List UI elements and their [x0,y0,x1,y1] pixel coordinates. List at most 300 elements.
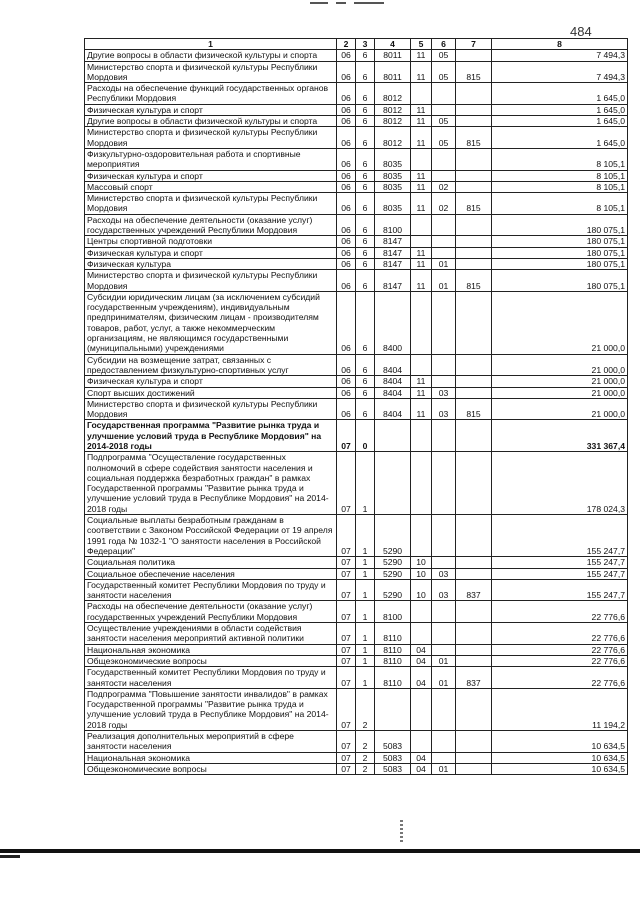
section-cell: 06 [337,50,356,61]
chapter-cell [411,236,432,247]
chapter-cell [411,214,432,236]
subchapter-cell: 01 [432,667,456,689]
table-row [85,193,628,215]
subchapter-cell: 01 [432,655,456,666]
page-bottom-border [0,849,640,853]
ministry-code-cell [456,644,492,655]
subchapter-cell [432,214,456,236]
subchapter-cell: 01 [432,763,456,774]
table-row [85,452,628,515]
target-item-cell: 8110 [375,644,411,655]
ministry-code-cell [456,247,492,258]
amount-cell: 21 000,0 [492,291,628,354]
section-cell: 07 [337,623,356,645]
table-row [85,752,628,763]
row-name-cell: Реализация дополнительных мероприятий в сфере занятости населения [85,731,337,753]
ministry-code-cell: 815 [456,270,492,292]
ministry-code-cell [456,655,492,666]
subchapter-cell [432,420,456,452]
subsection-cell: 2 [356,688,375,730]
section-cell: 07 [337,557,356,568]
target-item-cell: 8404 [375,354,411,376]
target-item-cell: 8100 [375,214,411,236]
chapter-cell: 11 [411,387,432,398]
target-item-cell: 8110 [375,623,411,645]
subchapter-cell: 03 [432,579,456,601]
chapter-cell [411,515,432,557]
table-row [85,420,628,452]
chapter-cell: 11 [411,127,432,149]
target-item-cell: 8011 [375,50,411,61]
page-number: 484 [570,24,592,39]
table-row [85,688,628,730]
target-item-cell: 5290 [375,515,411,557]
column-header: 6 [432,39,456,50]
subsection-cell: 6 [356,258,375,269]
table-header-row [85,39,628,50]
amount-cell: 10 634,5 [492,752,628,763]
section-cell: 06 [337,127,356,149]
row-name-cell: Субсидии на возмещение затрат, связанных с предоставлением физкультурно-спортивных услуг [85,354,337,376]
chapter-cell: 11 [411,181,432,192]
target-item-cell [375,452,411,515]
target-item-cell: 8147 [375,247,411,258]
chapter-cell [411,148,432,170]
chapter-cell: 11 [411,193,432,215]
target-item-cell: 5290 [375,579,411,601]
chapter-cell: 11 [411,116,432,127]
chapter-cell: 04 [411,644,432,655]
row-name-cell: Физическая культура и спорт [85,170,337,181]
ministry-code-cell [456,291,492,354]
amount-cell: 155 247,7 [492,557,628,568]
table-row [85,214,628,236]
amount-cell: 180 075,1 [492,236,628,247]
amount-cell: 21 000,0 [492,387,628,398]
table-row [85,579,628,601]
subchapter-cell: 02 [432,193,456,215]
chapter-cell: 04 [411,752,432,763]
chapter-cell: 04 [411,655,432,666]
subsection-cell: 6 [356,193,375,215]
table-row [85,61,628,83]
chapter-cell: 11 [411,376,432,387]
subsection-cell: 6 [356,214,375,236]
scan-fold-mark [400,820,403,842]
table-row [85,258,628,269]
target-item-cell: 8404 [375,387,411,398]
ministry-code-cell [456,731,492,753]
subsection-cell: 6 [356,104,375,115]
row-name-cell: Министерство спорта и физической культуры Республики Мордовия [85,270,337,292]
amount-cell: 1 645,0 [492,116,628,127]
subsection-cell: 6 [356,116,375,127]
amount-cell: 10 634,5 [492,731,628,753]
table-row [85,731,628,753]
amount-cell: 8 105,1 [492,170,628,181]
amount-cell: 1 645,0 [492,127,628,149]
table-row [85,270,628,292]
amount-cell: 331 367,4 [492,420,628,452]
section-cell: 07 [337,452,356,515]
section-cell: 06 [337,116,356,127]
subsection-cell: 2 [356,763,375,774]
subsection-cell: 1 [356,557,375,568]
chapter-cell [411,601,432,623]
section-cell: 06 [337,376,356,387]
target-item-cell: 5290 [375,557,411,568]
section-cell: 06 [337,291,356,354]
target-item-cell [375,688,411,730]
amount-cell: 8 105,1 [492,148,628,170]
section-cell: 06 [337,247,356,258]
subchapter-cell: 02 [432,181,456,192]
subchapter-cell [432,557,456,568]
column-header: 3 [356,39,375,50]
chapter-cell: 04 [411,763,432,774]
subchapter-cell [432,452,456,515]
subchapter-cell [432,236,456,247]
section-cell: 07 [337,655,356,666]
subsection-cell: 6 [356,354,375,376]
amount-cell: 21 000,0 [492,398,628,420]
subchapter-cell: 05 [432,127,456,149]
row-name-cell: Расходы на обеспечение деятельности (оказание услуг) государственных учреждений Республики Мордовия [85,214,337,236]
row-name-cell: Общеэкономические вопросы [85,655,337,666]
section-cell: 07 [337,568,356,579]
target-item-cell: 8035 [375,148,411,170]
subchapter-cell: 03 [432,398,456,420]
row-name-cell: Министерство спорта и физической культуры Республики Мордовия [85,127,337,149]
ministry-code-cell [456,601,492,623]
row-name-cell: Расходы на обеспечение функций государственных органов Республики Мордовия [85,83,337,105]
ministry-code-cell [456,387,492,398]
page-bottom-left-mark [0,855,20,858]
subsection-cell: 6 [356,127,375,149]
row-name-cell: Социальная политика [85,557,337,568]
amount-cell: 1 645,0 [492,83,628,105]
row-name-cell: Министерство спорта и физической культуры Республики Мордовия [85,398,337,420]
table-row [85,557,628,568]
row-name-cell: Спорт высших достижений [85,387,337,398]
ministry-code-cell [456,515,492,557]
row-name-cell: Общеэкономические вопросы [85,763,337,774]
ministry-code-cell [456,170,492,181]
subchapter-cell: 01 [432,270,456,292]
amount-cell: 155 247,7 [492,515,628,557]
subsection-cell: 6 [356,247,375,258]
table-row [85,354,628,376]
amount-cell: 180 075,1 [492,214,628,236]
subchapter-cell [432,752,456,763]
section-cell: 07 [337,420,356,452]
target-item-cell: 8012 [375,116,411,127]
section-cell: 07 [337,667,356,689]
section-cell: 06 [337,354,356,376]
column-header: 7 [456,39,492,50]
subchapter-cell: 03 [432,568,456,579]
subsection-cell: 1 [356,515,375,557]
ministry-code-cell: 837 [456,579,492,601]
amount-cell: 10 634,5 [492,763,628,774]
subsection-cell: 6 [356,387,375,398]
subsection-cell: 6 [356,236,375,247]
table-row [85,291,628,354]
row-name-cell: Подпрограмма "Осуществление государственных полномочий в сфере содействия занятости населения и социальная поддержка безработных граждан" в рамках Государственной программы "Развитие рынка труда и улучшение условий труда в Республике Мордовия" на 2014-2018 годы [85,452,337,515]
subsection-cell: 2 [356,731,375,753]
target-item-cell: 8035 [375,193,411,215]
section-cell: 06 [337,104,356,115]
table-row [85,387,628,398]
amount-cell: 8 105,1 [492,193,628,215]
amount-cell: 21 000,0 [492,376,628,387]
budget-table [84,38,628,775]
chapter-cell [411,688,432,730]
section-cell: 07 [337,752,356,763]
row-name-cell: Социальные выплаты безработным гражданам в соответствии с Законом Российской Федерации от 19 апреля 1991 года № 1032-1 "О занятости населения в Российской Федерации" [85,515,337,557]
target-item-cell: 8110 [375,667,411,689]
amount-cell: 21 000,0 [492,354,628,376]
target-item-cell: 5083 [375,731,411,753]
subchapter-cell: 05 [432,116,456,127]
row-name-cell: Министерство спорта и физической культуры Республики Мордовия [85,193,337,215]
target-item-cell: 8011 [375,61,411,83]
column-header: 8 [492,39,628,50]
chapter-cell [411,420,432,452]
row-name-cell: Министерство спорта и физической культуры Республики Мордовия [85,61,337,83]
subchapter-cell [432,376,456,387]
chapter-cell: 04 [411,667,432,689]
scan-top-marks [310,2,390,6]
subsection-cell: 6 [356,376,375,387]
ministry-code-cell [456,354,492,376]
ministry-code-cell [456,752,492,763]
section-cell: 06 [337,258,356,269]
target-item-cell: 8404 [375,376,411,387]
subchapter-cell [432,515,456,557]
row-name-cell: Физическая культура [85,258,337,269]
target-item-cell: 8012 [375,83,411,105]
table-row [85,148,628,170]
amount-cell: 155 247,7 [492,579,628,601]
ministry-code-cell: 815 [456,61,492,83]
subchapter-cell: 03 [432,387,456,398]
subchapter-cell [432,688,456,730]
table-row [85,763,628,774]
table-row [85,247,628,258]
table-row [85,376,628,387]
target-item-cell: 8147 [375,270,411,292]
chapter-cell [411,354,432,376]
section-cell: 06 [337,236,356,247]
table-row [85,568,628,579]
target-item-cell: 8147 [375,236,411,247]
chapter-cell [411,452,432,515]
ministry-code-cell [456,181,492,192]
row-name-cell: Национальная экономика [85,752,337,763]
section-cell: 07 [337,515,356,557]
target-item-cell: 8035 [375,170,411,181]
amount-cell: 180 075,1 [492,247,628,258]
ministry-code-cell [456,116,492,127]
column-header: 4 [375,39,411,50]
target-item-cell: 8100 [375,601,411,623]
row-name-cell: Государственная программа "Развитие рынка труда и улучшение условий труда в Республике Мордовия" на 2014-2018 годы [85,420,337,452]
table-row [85,398,628,420]
subsection-cell: 1 [356,655,375,666]
target-item-cell: 8012 [375,104,411,115]
ministry-code-cell [456,104,492,115]
subchapter-cell [432,644,456,655]
amount-cell: 7 494,3 [492,50,628,61]
row-name-cell: Государственный комитет Республики Мордовия по труду и занятости населения [85,667,337,689]
subchapter-cell [432,247,456,258]
row-name-cell: Центры спортивной подготовки [85,236,337,247]
target-item-cell: 8035 [375,181,411,192]
subchapter-cell [432,83,456,105]
ministry-code-cell: 815 [456,193,492,215]
ministry-code-cell [456,376,492,387]
amount-cell: 22 776,6 [492,601,628,623]
chapter-cell [411,83,432,105]
row-name-cell: Социальное обеспечение населения [85,568,337,579]
subsection-cell: 1 [356,452,375,515]
target-item-cell: 8012 [375,127,411,149]
chapter-cell: 11 [411,258,432,269]
subchapter-cell [432,104,456,115]
amount-cell: 11 194,2 [492,688,628,730]
subsection-cell: 6 [356,291,375,354]
subsection-cell: 1 [356,623,375,645]
subchapter-cell [432,623,456,645]
subsection-cell: 6 [356,148,375,170]
ministry-code-cell [456,214,492,236]
chapter-cell [411,291,432,354]
amount-cell: 22 776,6 [492,623,628,645]
chapter-cell: 10 [411,579,432,601]
target-item-cell: 8404 [375,398,411,420]
section-cell: 06 [337,148,356,170]
target-item-cell: 5290 [375,568,411,579]
chapter-cell: 11 [411,50,432,61]
table-row [85,644,628,655]
row-name-cell: Массовый спорт [85,181,337,192]
ministry-code-cell [456,568,492,579]
row-name-cell: Осуществление учреждениями в области содействия занятости населения мероприятий активной политики [85,623,337,645]
section-cell: 07 [337,644,356,655]
ministry-code-cell [456,688,492,730]
section-cell: 06 [337,61,356,83]
subsection-cell: 1 [356,579,375,601]
subchapter-cell [432,148,456,170]
table-row [85,104,628,115]
table-row [85,623,628,645]
chapter-cell: 11 [411,170,432,181]
chapter-cell: 11 [411,247,432,258]
subchapter-cell: 05 [432,61,456,83]
subchapter-cell [432,170,456,181]
target-item-cell: 5083 [375,763,411,774]
subsection-cell: 1 [356,644,375,655]
chapter-cell: 10 [411,557,432,568]
amount-cell: 1 645,0 [492,104,628,115]
chapter-cell: 10 [411,568,432,579]
section-cell: 06 [337,398,356,420]
column-header: 2 [337,39,356,50]
ministry-code-cell [456,236,492,247]
target-item-cell: 8110 [375,655,411,666]
subchapter-cell [432,291,456,354]
amount-cell: 8 105,1 [492,181,628,192]
chapter-cell: 11 [411,61,432,83]
section-cell: 07 [337,731,356,753]
amount-cell: 22 776,6 [492,655,628,666]
subsection-cell: 0 [356,420,375,452]
subchapter-cell: 05 [432,50,456,61]
ministry-code-cell [456,258,492,269]
ministry-code-cell: 815 [456,398,492,420]
subchapter-cell [432,354,456,376]
section-cell: 06 [337,270,356,292]
subsection-cell: 6 [356,398,375,420]
row-name-cell: Национальная экономика [85,644,337,655]
table-row [85,50,628,61]
chapter-cell [411,623,432,645]
row-name-cell: Субсидии юридическим лицам (за исключением субсидий государственным учреждениям), индивидуальным предпринимателям, физическим лицам - производителям товаров, работ, услуг, а также некоммерческим организациям, не являющимся государственными (муниципальными) учреждениями [85,291,337,354]
table-body [85,50,628,775]
column-header: 5 [411,39,432,50]
target-item-cell: 8400 [375,291,411,354]
subchapter-cell [432,731,456,753]
subsection-cell: 6 [356,170,375,181]
target-item-cell [375,420,411,452]
table-row [85,601,628,623]
table-row [85,515,628,557]
subsection-cell: 6 [356,181,375,192]
amount-cell: 180 075,1 [492,270,628,292]
ministry-code-cell [456,763,492,774]
subsection-cell: 1 [356,568,375,579]
row-name-cell: Физическая культура и спорт [85,104,337,115]
section-cell: 07 [337,579,356,601]
ministry-code-cell [456,623,492,645]
chapter-cell [411,731,432,753]
chapter-cell: 11 [411,104,432,115]
row-name-cell: Физическая культура и спорт [85,376,337,387]
ministry-code-cell [456,557,492,568]
table-row [85,655,628,666]
amount-cell: 22 776,6 [492,644,628,655]
ministry-code-cell [456,420,492,452]
section-cell: 06 [337,181,356,192]
table-row [85,236,628,247]
target-item-cell: 5083 [375,752,411,763]
section-cell: 06 [337,193,356,215]
chapter-cell: 11 [411,270,432,292]
subsection-cell: 6 [356,50,375,61]
ministry-code-cell [456,452,492,515]
amount-cell: 178 024,3 [492,452,628,515]
row-name-cell: Государственный комитет Республики Мордовия по труду и занятости населения [85,579,337,601]
table-row [85,170,628,181]
section-cell: 07 [337,688,356,730]
subchapter-cell: 01 [432,258,456,269]
section-cell: 06 [337,83,356,105]
amount-cell: 22 776,6 [492,667,628,689]
table-row [85,83,628,105]
row-name-cell: Физическая культура и спорт [85,247,337,258]
table-row [85,667,628,689]
